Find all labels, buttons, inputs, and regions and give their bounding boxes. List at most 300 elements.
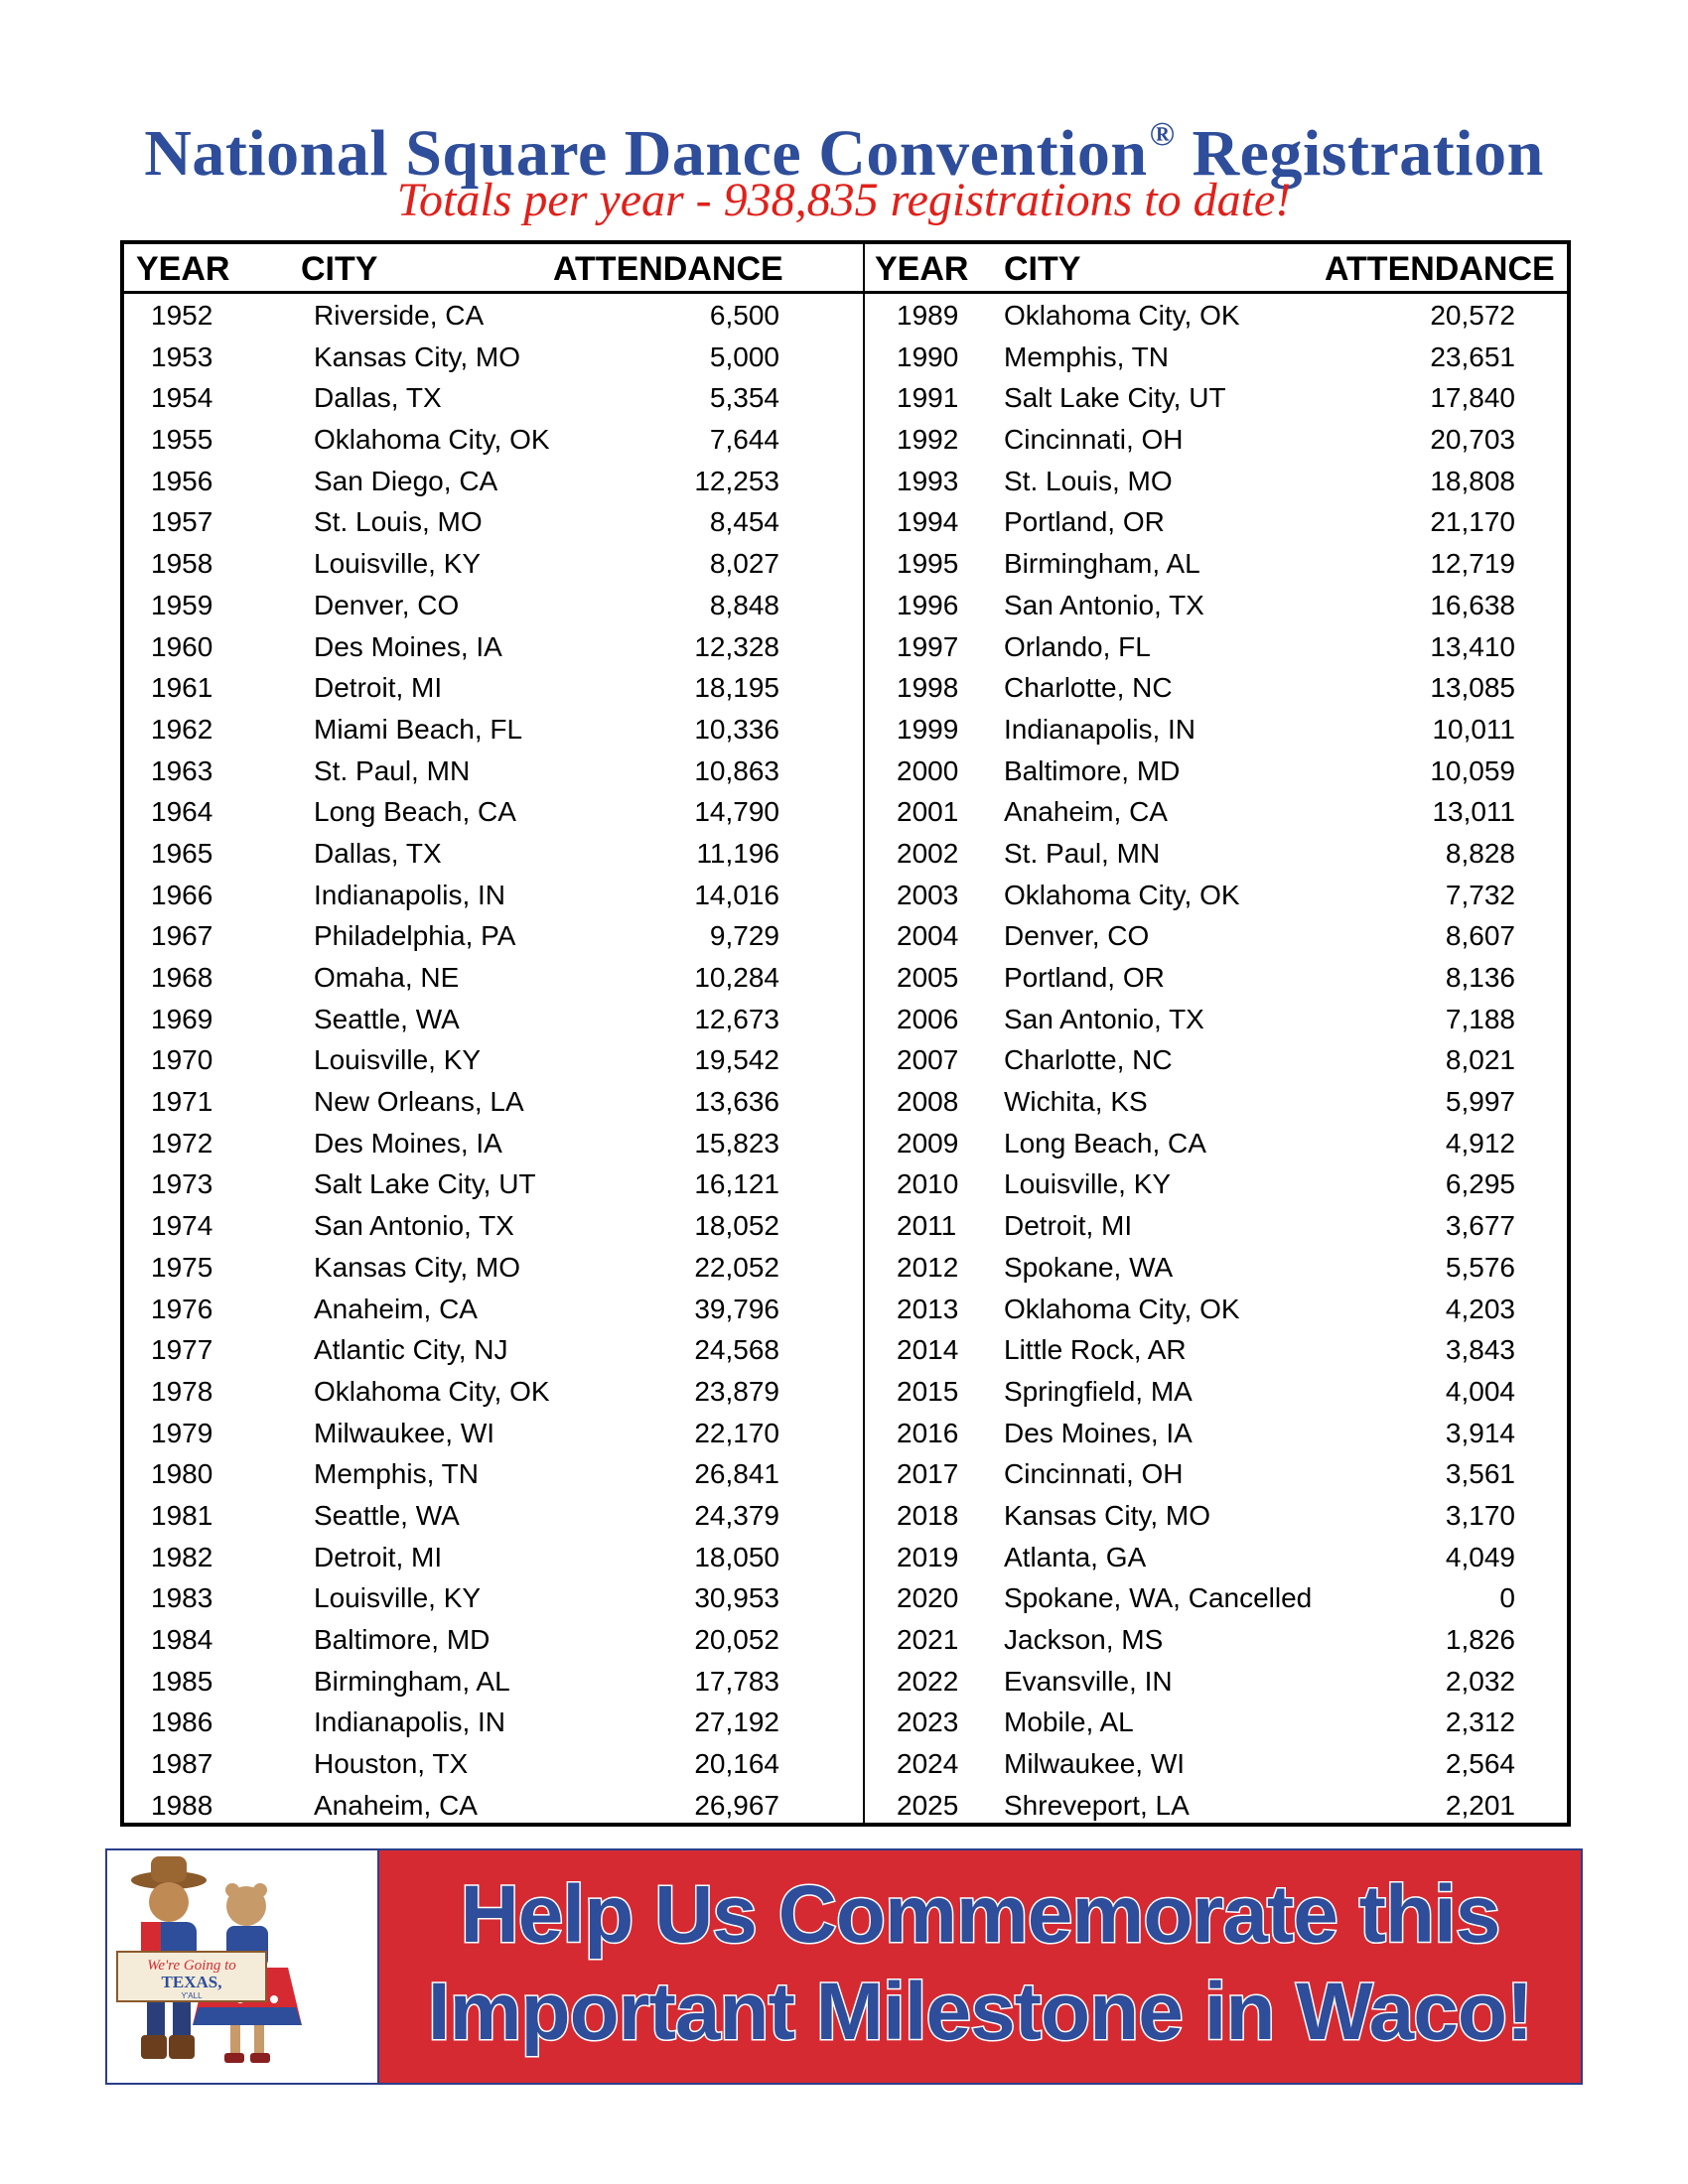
year-cell: 2009 — [897, 1127, 959, 1159]
year-cell: 1990 — [897, 341, 959, 372]
attendance-cell: 18,808 — [1430, 465, 1515, 496]
city-cell: Oklahoma City, OK — [314, 424, 550, 456]
year-cell: 2023 — [897, 1706, 959, 1738]
table-rows-left — [124, 294, 863, 1825]
attendance-cell: 21,170 — [1430, 506, 1515, 538]
attendance-cell: 10,336 — [694, 713, 779, 745]
city-cell: Jackson, MS — [1004, 1624, 1164, 1655]
year-cell: 1982 — [151, 1541, 213, 1572]
attendance-cell: 8,848 — [709, 589, 779, 620]
attendance-cell: 14,016 — [694, 879, 779, 910]
year-cell: 1992 — [897, 424, 959, 456]
attendance-cell: 10,059 — [1430, 754, 1515, 786]
year-cell: 1970 — [151, 1044, 213, 1076]
table-rows-right — [865, 294, 1567, 1825]
header-year: YEAR — [136, 250, 230, 288]
attendance-table — [120, 240, 1571, 1827]
attendance-cell: 7,732 — [1445, 879, 1515, 910]
attendance-cell: 10,863 — [694, 754, 779, 786]
city-cell: Atlanta, GA — [1004, 1541, 1147, 1572]
table-row — [124, 460, 863, 501]
city-cell: Louisville, KY — [1004, 1168, 1172, 1200]
year-cell: 1965 — [151, 837, 213, 869]
city-cell: Long Beach, CA — [1004, 1127, 1206, 1159]
attendance-cell: 3,170 — [1445, 1499, 1515, 1531]
attendance-cell: 12,253 — [694, 465, 779, 496]
year-cell: 2004 — [897, 920, 959, 952]
table-row — [124, 1204, 863, 1246]
year-cell: 1962 — [151, 713, 213, 745]
table-row — [865, 542, 1567, 584]
city-cell: Oklahoma City, OK — [1004, 879, 1240, 910]
year-cell: 1995 — [897, 548, 959, 580]
attendance-cell: 17,783 — [694, 1665, 779, 1697]
table-row — [124, 790, 863, 832]
city-cell: Oklahoma City, OK — [1004, 1293, 1240, 1324]
attendance-cell: 3,561 — [1445, 1458, 1515, 1490]
year-cell: 2022 — [897, 1665, 959, 1697]
table-row — [124, 542, 863, 584]
year-cell: 2019 — [897, 1541, 959, 1572]
city-cell: Louisville, KY — [314, 548, 482, 580]
year-cell: 2025 — [897, 1789, 959, 1821]
city-cell: Portland, OR — [1004, 962, 1165, 993]
table-row — [124, 666, 863, 708]
attendance-cell: 26,841 — [694, 1458, 779, 1490]
attendance-cell: 22,052 — [694, 1251, 779, 1283]
year-cell: 2013 — [897, 1293, 959, 1324]
year-cell: 2012 — [897, 1251, 959, 1283]
table-row — [865, 832, 1567, 874]
table-row — [124, 1618, 863, 1660]
table-row — [865, 1576, 1567, 1618]
attendance-cell: 2,032 — [1445, 1665, 1515, 1697]
year-cell: 1964 — [151, 796, 213, 828]
year-cell: 1996 — [897, 589, 959, 620]
attendance-cell: 26,967 — [694, 1789, 779, 1821]
year-cell: 1985 — [151, 1665, 213, 1697]
commemorate-banner — [105, 1848, 1583, 2085]
table-row — [124, 336, 863, 377]
table-row — [865, 1660, 1567, 1702]
city-cell: Kansas City, MO — [314, 341, 520, 372]
table-row — [865, 1246, 1567, 1288]
attendance-cell: 4,203 — [1445, 1293, 1515, 1324]
city-cell: Anaheim, CA — [314, 1293, 478, 1324]
attendance-cell: 4,912 — [1445, 1127, 1515, 1159]
table-row — [124, 874, 863, 915]
table-row — [865, 1701, 1567, 1742]
attendance-cell: 5,354 — [709, 382, 779, 414]
attendance-cell: 12,328 — [694, 630, 779, 662]
attendance-cell: 20,572 — [1430, 300, 1515, 331]
year-cell: 2001 — [897, 796, 959, 828]
attendance-cell: 13,410 — [1430, 630, 1515, 662]
attendance-cell: 24,568 — [694, 1334, 779, 1366]
attendance-cell: 9,729 — [709, 920, 779, 952]
city-cell: San Diego, CA — [314, 465, 498, 496]
year-cell: 2010 — [897, 1168, 959, 1200]
attendance-cell: 13,011 — [1432, 796, 1515, 828]
year-cell: 1984 — [151, 1624, 213, 1655]
city-cell: Detroit, MI — [314, 672, 443, 704]
attendance-cell: 18,195 — [694, 672, 779, 704]
attendance-cell: 8,021 — [1445, 1044, 1515, 1076]
attendance-cell: 5,997 — [1445, 1086, 1515, 1118]
attendance-cell: 3,914 — [1445, 1417, 1515, 1448]
table-row — [865, 1204, 1567, 1246]
year-cell: 1952 — [151, 300, 213, 331]
attendance-cell: 19,542 — [694, 1044, 779, 1076]
city-cell: Seattle, WA — [314, 1499, 460, 1531]
attendance-cell: 8,454 — [709, 506, 779, 538]
attendance-cell: 12,673 — [694, 1003, 779, 1034]
table-row — [124, 1080, 863, 1122]
attendance-cell: 13,085 — [1430, 672, 1515, 704]
city-cell: Dallas, TX — [314, 382, 442, 414]
table-row — [124, 1494, 863, 1536]
city-cell: Spokane, WA, Cancelled — [1004, 1582, 1313, 1614]
attendance-cell: 8,607 — [1445, 920, 1515, 952]
city-cell: Kansas City, MO — [1004, 1499, 1210, 1531]
banner-message — [377, 1850, 1581, 2083]
city-cell: St. Paul, MN — [314, 754, 471, 786]
registered-mark: ® — [1149, 116, 1176, 153]
attendance-cell: 18,050 — [694, 1541, 779, 1572]
city-cell: Des Moines, IA — [314, 1127, 502, 1159]
year-cell: 1975 — [151, 1251, 213, 1283]
table-row — [865, 1162, 1567, 1204]
table-row — [865, 666, 1567, 708]
table-row — [865, 1784, 1567, 1826]
attendance-cell: 8,136 — [1445, 962, 1515, 993]
city-cell: Indianapolis, IN — [1004, 713, 1196, 745]
table-row — [124, 1412, 863, 1453]
city-cell: St. Louis, MO — [314, 506, 483, 538]
table-row — [124, 832, 863, 874]
attendance-cell: 20,164 — [694, 1748, 779, 1780]
header-attendance: ATTENDANCE — [1325, 250, 1555, 288]
city-cell: Baltimore, MD — [1004, 754, 1181, 786]
city-cell: Springfield, MA — [1004, 1375, 1193, 1407]
city-cell: Riverside, CA — [314, 300, 485, 331]
table-row — [124, 1660, 863, 1702]
table-row — [124, 708, 863, 750]
table-row — [865, 1618, 1567, 1660]
table-row — [124, 1370, 863, 1412]
attendance-cell: 20,052 — [694, 1624, 779, 1655]
city-cell: Memphis, TN — [1004, 341, 1169, 372]
year-cell: 1968 — [151, 962, 213, 993]
year-cell: 1997 — [897, 630, 959, 662]
attendance-cell: 18,052 — [694, 1210, 779, 1242]
table-header-right — [865, 244, 1567, 294]
year-cell: 1959 — [151, 589, 213, 620]
city-cell: Charlotte, NC — [1004, 1044, 1173, 1076]
sign-text-2: TEXAS, — [161, 1973, 222, 1991]
table-row — [865, 584, 1567, 625]
table-row — [865, 294, 1567, 336]
sign-text-1: We're Going to — [147, 1958, 236, 1974]
city-cell: Omaha, NE — [314, 962, 460, 993]
attendance-cell: 5,000 — [709, 341, 779, 372]
city-cell: Houston, TX — [314, 1748, 469, 1780]
year-cell: 2021 — [897, 1624, 959, 1655]
table-row — [865, 914, 1567, 956]
table-row — [865, 1038, 1567, 1080]
table-row — [865, 1452, 1567, 1494]
year-cell: 2018 — [897, 1499, 959, 1531]
attendance-cell: 13,636 — [694, 1086, 779, 1118]
table-row — [865, 1370, 1567, 1412]
city-cell: Long Beach, CA — [314, 796, 516, 828]
year-cell: 1953 — [151, 341, 213, 372]
attendance-cell: 15,823 — [694, 1127, 779, 1159]
attendance-cell: 23,879 — [694, 1375, 779, 1407]
city-cell: Kansas City, MO — [314, 1251, 520, 1283]
year-cell: 1966 — [151, 879, 213, 910]
year-cell: 1972 — [151, 1127, 213, 1159]
header-city: CITY — [1004, 250, 1081, 288]
square-dance-mascots-image — [107, 1850, 377, 2083]
table-row — [124, 914, 863, 956]
table-row — [865, 1536, 1567, 1577]
city-cell: Indianapolis, IN — [314, 879, 506, 910]
table-row — [124, 1576, 863, 1618]
year-cell: 2014 — [897, 1334, 959, 1366]
table-row — [865, 956, 1567, 998]
table-row — [124, 998, 863, 1039]
attendance-cell: 16,638 — [1430, 589, 1515, 620]
table-row — [124, 584, 863, 625]
year-cell: 1957 — [151, 506, 213, 538]
table-header-left — [124, 244, 865, 294]
table-row — [124, 418, 863, 460]
table-row — [124, 1288, 863, 1329]
table-row — [124, 956, 863, 998]
year-cell: 2002 — [897, 837, 959, 869]
city-cell: Oklahoma City, OK — [1004, 300, 1240, 331]
city-cell: Oklahoma City, OK — [314, 1375, 550, 1407]
table-row — [865, 1412, 1567, 1453]
page-subtitle: Totals per year - 938,835 registrations to date! — [396, 174, 1292, 226]
city-cell: Memphis, TN — [314, 1458, 479, 1490]
attendance-cell: 8,828 — [1445, 837, 1515, 869]
attendance-cell: 11,196 — [696, 837, 779, 869]
attendance-cell: 24,379 — [694, 1499, 779, 1531]
year-cell: 1963 — [151, 754, 213, 786]
year-cell: 1991 — [897, 382, 959, 414]
city-cell: Denver, CO — [314, 589, 460, 620]
attendance-cell: 0 — [1499, 1582, 1515, 1614]
year-cell: 1994 — [897, 506, 959, 538]
attendance-cell: 5,576 — [1445, 1251, 1515, 1283]
year-cell: 1977 — [151, 1334, 213, 1366]
attendance-cell: 6,295 — [1445, 1168, 1515, 1200]
attendance-cell: 2,312 — [1445, 1706, 1515, 1738]
year-cell: 1988 — [151, 1789, 213, 1821]
table-row — [124, 500, 863, 542]
attendance-cell: 3,677 — [1445, 1210, 1515, 1242]
year-cell: 2020 — [897, 1582, 959, 1614]
year-cell: 2007 — [897, 1044, 959, 1076]
table-row — [865, 376, 1567, 418]
city-cell: Mobile, AL — [1004, 1706, 1134, 1738]
table-row — [865, 418, 1567, 460]
city-cell: Detroit, MI — [314, 1541, 443, 1572]
city-cell: New Orleans, LA — [314, 1086, 524, 1118]
table-row — [124, 1701, 863, 1742]
city-cell: Louisville, KY — [314, 1582, 482, 1614]
city-cell: San Antonio, TX — [1004, 589, 1204, 620]
year-cell: 1971 — [151, 1086, 213, 1118]
year-cell: 1998 — [897, 672, 959, 704]
table-row — [124, 1784, 863, 1826]
city-cell: Wichita, KS — [1004, 1086, 1148, 1118]
city-cell: Louisville, KY — [314, 1044, 482, 1076]
title-suffix: Registration — [1192, 117, 1544, 190]
year-cell: 1956 — [151, 465, 213, 496]
year-cell: 1980 — [151, 1458, 213, 1490]
city-cell: Seattle, WA — [314, 1003, 460, 1034]
year-cell: 2015 — [897, 1375, 959, 1407]
attendance-cell: 7,188 — [1445, 1003, 1515, 1034]
table-row — [124, 1162, 863, 1204]
table-row — [865, 1328, 1567, 1370]
attendance-cell: 20,703 — [1430, 424, 1515, 456]
table-row — [124, 1246, 863, 1288]
year-cell: 1999 — [897, 713, 959, 745]
year-cell: 1987 — [151, 1748, 213, 1780]
city-cell: Charlotte, NC — [1004, 672, 1173, 704]
city-cell: San Antonio, TX — [1004, 1003, 1204, 1034]
table-row — [124, 376, 863, 418]
table-row — [124, 1742, 863, 1784]
year-cell: 1979 — [151, 1417, 213, 1448]
attendance-cell: 39,796 — [694, 1293, 779, 1324]
city-cell: Des Moines, IA — [314, 630, 502, 662]
city-cell: Birmingham, AL — [314, 1665, 510, 1697]
banner-line-1: Help Us Commemorate this — [460, 1869, 1500, 1960]
table-row — [865, 336, 1567, 377]
city-cell: Portland, OR — [1004, 506, 1165, 538]
year-cell: 1981 — [151, 1499, 213, 1531]
mascots-illustration — [107, 1850, 377, 2083]
banner-line-2: Important Milestone in Waco! — [427, 1967, 1533, 2057]
attendance-cell: 22,170 — [694, 1417, 779, 1448]
year-cell: 2011 — [897, 1210, 957, 1242]
attendance-cell: 2,201 — [1445, 1789, 1515, 1821]
table-row — [865, 998, 1567, 1039]
header-year: YEAR — [875, 250, 969, 288]
attendance-cell: 30,953 — [694, 1582, 779, 1614]
city-cell: Milwaukee, WI — [1004, 1748, 1186, 1780]
attendance-cell: 27,192 — [694, 1706, 779, 1738]
year-cell: 2008 — [897, 1086, 959, 1118]
table-row — [124, 1536, 863, 1577]
table-row — [124, 1038, 863, 1080]
city-cell: Indianapolis, IN — [314, 1706, 506, 1738]
table-row — [865, 1080, 1567, 1122]
city-cell: Little Rock, AR — [1004, 1334, 1187, 1366]
city-cell: Salt Lake City, UT — [314, 1168, 536, 1200]
year-cell: 2005 — [897, 962, 959, 993]
table-row — [865, 790, 1567, 832]
year-cell: 1960 — [151, 630, 213, 662]
title-text: National Square Dance Convention — [144, 117, 1148, 190]
city-cell: Des Moines, IA — [1004, 1417, 1193, 1448]
city-cell: Shreveport, LA — [1004, 1789, 1190, 1821]
city-cell: Birmingham, AL — [1004, 548, 1200, 580]
year-cell: 1958 — [151, 548, 213, 580]
table-row — [124, 750, 863, 791]
table-row — [865, 1494, 1567, 1536]
year-cell: 1974 — [151, 1210, 213, 1242]
year-cell: 1973 — [151, 1168, 213, 1200]
attendance-cell: 6,500 — [709, 300, 779, 331]
attendance-cell: 4,049 — [1445, 1541, 1515, 1572]
city-cell: Atlantic City, NJ — [314, 1334, 508, 1366]
city-cell: Orlando, FL — [1004, 630, 1151, 662]
year-cell: 1967 — [151, 920, 213, 952]
table-row — [865, 625, 1567, 667]
attendance-cell: 23,651 — [1430, 341, 1515, 372]
table-row — [124, 294, 863, 336]
attendance-cell: 1,826 — [1445, 1624, 1515, 1655]
attendance-cell: 14,790 — [694, 796, 779, 828]
city-cell: Spokane, WA — [1004, 1251, 1174, 1283]
year-cell: 2024 — [897, 1748, 959, 1780]
table-row — [865, 500, 1567, 542]
table-row — [865, 1288, 1567, 1329]
table-row — [124, 625, 863, 667]
year-cell: 1961 — [151, 672, 213, 704]
attendance-cell: 2,564 — [1445, 1748, 1515, 1780]
city-cell: Miami Beach, FL — [314, 713, 523, 745]
year-cell: 2000 — [897, 754, 959, 786]
table-row — [124, 1328, 863, 1370]
attendance-cell: 10,011 — [1432, 713, 1515, 745]
city-cell: Philadelphia, PA — [314, 920, 516, 952]
sign-text-3: Y'ALL — [181, 1991, 203, 2000]
attendance-cell: 12,719 — [1430, 548, 1515, 580]
year-cell: 1983 — [151, 1582, 213, 1614]
year-cell: 1993 — [897, 465, 959, 496]
year-cell: 1978 — [151, 1375, 213, 1407]
attendance-cell: 17,840 — [1430, 382, 1515, 414]
year-cell: 1954 — [151, 382, 213, 414]
table-row — [865, 1122, 1567, 1163]
city-cell: Cincinnati, OH — [1004, 424, 1184, 456]
attendance-cell: 3,843 — [1445, 1334, 1515, 1366]
attendance-cell: 7,644 — [709, 424, 779, 456]
attendance-cell: 10,284 — [694, 962, 779, 993]
city-cell: Baltimore, MD — [314, 1624, 491, 1655]
city-cell: St. Paul, MN — [1004, 837, 1161, 869]
header-city: CITY — [301, 250, 378, 288]
city-cell: Milwaukee, WI — [314, 1417, 495, 1448]
city-cell: Dallas, TX — [314, 837, 442, 869]
table-row — [865, 708, 1567, 750]
attendance-cell: 4,004 — [1445, 1375, 1515, 1407]
city-cell: Denver, CO — [1004, 920, 1150, 952]
city-cell: Anaheim, CA — [314, 1789, 478, 1821]
city-cell: Detroit, MI — [1004, 1210, 1133, 1242]
table-row — [865, 460, 1567, 501]
year-cell: 2017 — [897, 1458, 959, 1490]
attendance-cell: 8,027 — [709, 548, 779, 580]
city-cell: St. Louis, MO — [1004, 465, 1173, 496]
